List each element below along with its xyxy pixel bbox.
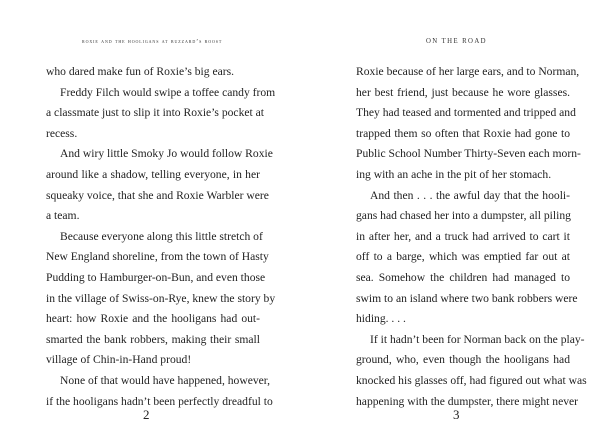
text-line: They had teased and tormented and tripped and	[356, 106, 576, 120]
text-line: gans had chased her into a dumpster, all piling	[356, 209, 571, 223]
text-line: heart: how Roxie and the hooligans had out-	[46, 312, 260, 326]
text-line: smarted the bank robbers, making their small	[46, 332, 260, 346]
page-number-right: 3	[453, 407, 460, 422]
text-line: if the hooligans hadn’t been perfectly dreadful to	[46, 394, 273, 408]
text-line: Public School Number Thirty-Seven each morn-	[356, 147, 581, 161]
right-page	[300, 0, 600, 447]
text-line: ing with an ache in the pit of her stomach.	[356, 167, 552, 181]
text-line: And wiry little Smoky Jo would follow Roxie	[60, 147, 273, 161]
text-line: knocked his glasses off, had figured out what was	[356, 373, 587, 387]
text-line: ground, who, even though the hooligans had	[356, 353, 570, 367]
text-line: recess.	[46, 126, 78, 140]
text-line: swim to an island where two bank robbers were	[356, 291, 578, 305]
text-line: Freddy Filch would swipe a toffee candy from	[60, 85, 276, 99]
text-line: sea. Somehow the children had managed to	[356, 270, 570, 284]
text-line: in the village of Swiss-on-Rye, knew the story by	[46, 291, 276, 305]
text-line: And then . . . the awful day that the hooli-	[370, 188, 570, 202]
text-line: Because everyone along this little stretch of	[60, 229, 263, 243]
text-line: Roxie because of her large ears, and to Norman,	[356, 65, 580, 78]
running-head-left: roxie and the hooligans at buzzard’s roost	[82, 38, 223, 45]
text-line: squeaky voice, that she and Roxie Warbler were	[46, 188, 269, 202]
text-line: Pudding to Hamburger-on-Bun, and even those	[46, 270, 266, 284]
text-line: trapped them so often that Roxie had gone to	[356, 126, 570, 140]
text-line: in after her, and a truck had arrived to cart it	[356, 229, 570, 243]
text-line: None of that would have happened, however,	[60, 373, 271, 387]
text-line: hiding. . . .	[356, 312, 406, 326]
text-line: a classmate just to slip it into Roxie’s pocket at	[46, 106, 264, 120]
text-line: If it hadn’t been for Norman back on the play-	[370, 332, 585, 346]
right-page-body	[356, 62, 587, 412]
left-page-body	[46, 62, 276, 412]
text-line: off to a barge, which was emptied far out at	[356, 250, 570, 264]
text-line: a team.	[46, 209, 80, 223]
text-line: around like a shadow, telling everyone, in her	[46, 167, 260, 181]
text-line: who dared make fun of Roxie’s big ears.	[46, 65, 235, 78]
text-line: village of Chin-in-Hand proud!	[46, 353, 192, 367]
text-line: happening with the dumpster, there might never	[356, 394, 579, 408]
running-head-right: ON THE ROAD	[426, 38, 487, 45]
page-number-left: 2	[143, 407, 150, 422]
text-line: New England shoreline, from the town of Hasty	[46, 250, 269, 264]
text-line: her best friend, just because he wore glasses.	[356, 85, 570, 99]
